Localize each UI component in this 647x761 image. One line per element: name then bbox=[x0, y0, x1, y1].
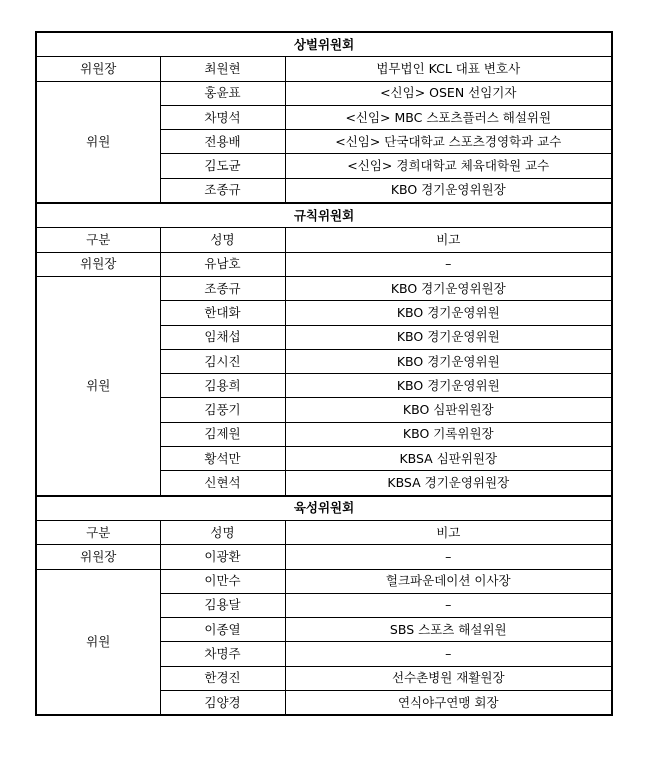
note-cell: KBO 경기운영위원장 bbox=[285, 178, 612, 203]
name-cell: 홍윤표 bbox=[160, 81, 285, 105]
header-cell: 비고 bbox=[285, 228, 612, 252]
table-row bbox=[36, 545, 612, 569]
header-row bbox=[36, 228, 612, 252]
note-cell: 법무법인 KCL 대표 변호사 bbox=[285, 57, 612, 81]
name-cell: 전용배 bbox=[160, 130, 285, 154]
note-cell: 연식야구연맹 회장 bbox=[285, 691, 612, 716]
table-row bbox=[36, 252, 612, 276]
role-cell: 위원장 bbox=[36, 252, 160, 276]
note-cell: KBO 경기운영위원장 bbox=[285, 276, 612, 300]
name-cell: 이광환 bbox=[160, 545, 285, 569]
header-cell: 구분 bbox=[36, 520, 160, 544]
table-row bbox=[36, 276, 612, 300]
header-cell: 구분 bbox=[36, 228, 160, 252]
table-row bbox=[36, 57, 612, 81]
awards-committee bbox=[36, 32, 612, 203]
note-cell: <신임> OSEN 선임기자 bbox=[285, 81, 612, 105]
section-title: 규칙위원회 bbox=[36, 203, 612, 228]
name-cell: 김양경 bbox=[160, 691, 285, 716]
role-cell: 위원 bbox=[36, 81, 160, 203]
name-cell: 김풍기 bbox=[160, 398, 285, 422]
name-cell: 신현석 bbox=[160, 471, 285, 496]
name-cell: 황석만 bbox=[160, 447, 285, 471]
table-row bbox=[36, 81, 612, 105]
name-cell: 차명석 bbox=[160, 105, 285, 129]
name-cell: 김도균 bbox=[160, 154, 285, 178]
note-cell: <신임> MBC 스포츠플러스 해설위원 bbox=[285, 105, 612, 129]
note-cell: – bbox=[285, 593, 612, 617]
rules-committee bbox=[36, 203, 612, 496]
name-cell: 김제원 bbox=[160, 422, 285, 446]
name-cell: 조종규 bbox=[160, 178, 285, 203]
section-title: 상벌위원회 bbox=[36, 32, 612, 57]
role-cell: 위원장 bbox=[36, 57, 160, 81]
note-cell: SBS 스포츠 해설위원 bbox=[285, 618, 612, 642]
note-cell: KBO 경기운영위원 bbox=[285, 325, 612, 349]
note-cell: KBO 경기운영위원 bbox=[285, 349, 612, 373]
note-cell: – bbox=[285, 642, 612, 666]
section-title: 육성위원회 bbox=[36, 496, 612, 521]
name-cell: 이만수 bbox=[160, 569, 285, 593]
name-cell: 이종열 bbox=[160, 618, 285, 642]
table-row bbox=[36, 569, 612, 593]
note-cell: – bbox=[285, 252, 612, 276]
name-cell: 최원현 bbox=[160, 57, 285, 81]
role-cell: 위원장 bbox=[36, 545, 160, 569]
name-cell: 임채섭 bbox=[160, 325, 285, 349]
header-cell: 비고 bbox=[285, 520, 612, 544]
development-committee bbox=[36, 496, 612, 716]
committee-table bbox=[35, 31, 613, 716]
note-cell: KBO 경기운영위원 bbox=[285, 301, 612, 325]
header-cell: 성명 bbox=[160, 228, 285, 252]
note-cell: KBO 기록위원장 bbox=[285, 422, 612, 446]
name-cell: 한경진 bbox=[160, 666, 285, 690]
name-cell: 김시진 bbox=[160, 349, 285, 373]
note-cell: 선수촌병원 재활원장 bbox=[285, 666, 612, 690]
note-cell: KBSA 경기운영위원장 bbox=[285, 471, 612, 496]
note-cell: <신임> 경희대학교 체육대학원 교수 bbox=[285, 154, 612, 178]
note-cell: <신임> 단국대학교 스포츠경영학과 교수 bbox=[285, 130, 612, 154]
header-cell: 성명 bbox=[160, 520, 285, 544]
note-cell: 헐크파운데이션 이사장 bbox=[285, 569, 612, 593]
name-cell: 조종규 bbox=[160, 276, 285, 300]
note-cell: KBO 심판위원장 bbox=[285, 398, 612, 422]
name-cell: 유남호 bbox=[160, 252, 285, 276]
note-cell: KBSA 심판위원장 bbox=[285, 447, 612, 471]
header-row bbox=[36, 520, 612, 544]
name-cell: 김용희 bbox=[160, 374, 285, 398]
role-cell: 위원 bbox=[36, 569, 160, 715]
name-cell: 한대화 bbox=[160, 301, 285, 325]
name-cell: 차명주 bbox=[160, 642, 285, 666]
role-cell: 위원 bbox=[36, 276, 160, 495]
name-cell: 김용달 bbox=[160, 593, 285, 617]
note-cell: – bbox=[285, 545, 612, 569]
note-cell: KBO 경기운영위원 bbox=[285, 374, 612, 398]
